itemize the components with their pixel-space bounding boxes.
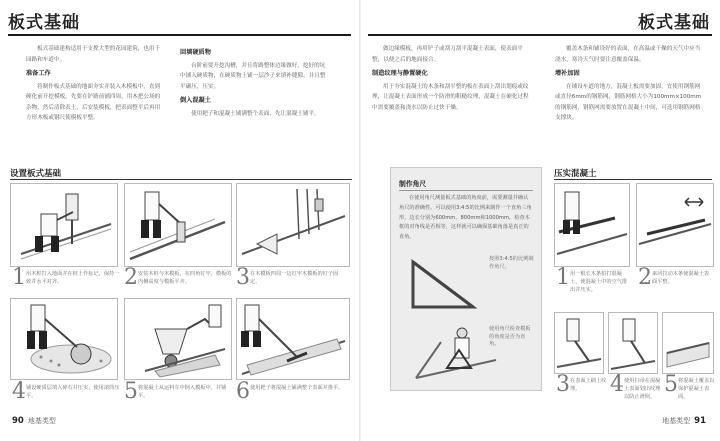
- illustration-step-5: [124, 298, 232, 380]
- step-2: [124, 265, 234, 299]
- left-page-number: 90: [12, 416, 24, 426]
- illustration-step-3: [236, 183, 350, 267]
- left-folio-text: 地基类型: [27, 417, 56, 425]
- step-4-text: 铺设硬质层填入碎石并压实，使用滚筒压平。: [26, 385, 120, 399]
- page-gutter: [359, 0, 361, 441]
- sidebar-caption-2: 使用角尺检查模板的角度是否为直角。: [489, 326, 531, 347]
- compact-step-1-number: 1: [556, 265, 570, 290]
- left-col1-paragraph-0: 板式基础建构适用于支撑大型的花园建筑，也用于园路和车道中。: [26, 46, 161, 63]
- right-page-title: 板式基础: [638, 13, 710, 33]
- illustration-step-4: [10, 298, 118, 380]
- illustration-compact-2: [636, 183, 714, 267]
- sidebar-caption-1: 按照3:4:5的比例制作角尺。: [489, 256, 534, 270]
- left-folio: [8, 416, 56, 426]
- right-column-1: [372, 44, 532, 116]
- sidebar-rule: [399, 190, 533, 191]
- square-diagram: [403, 252, 493, 312]
- compact-step-4-number: 4: [610, 372, 624, 397]
- right-title-rule: [368, 34, 712, 36]
- right-col1-paragraph-0: 做边缘模板，再用铲子或刮刀刮平混凝土表面，使表面平整，以便之后的地面接合。: [372, 46, 523, 63]
- illustration-compact-4: [608, 312, 658, 374]
- illustration-compact-5: [662, 312, 714, 374]
- left-col2-paragraph-3: 使用耙子和混凝土铺满整个表面，先让混凝土铺平。: [191, 110, 320, 117]
- illustration-step-2: [124, 183, 232, 267]
- compact-step-2: [638, 265, 716, 299]
- step-3: [236, 265, 346, 299]
- step-4-number: 4: [12, 379, 26, 404]
- left-section-rule: [10, 179, 352, 180]
- step-5-number: 5: [124, 379, 138, 404]
- compact-step-2-number: 2: [638, 265, 652, 290]
- square-usage-illustration: [411, 320, 501, 384]
- compact-step-4-text: 使用扫帚在混凝土表面划出纹理以防止滑倒。: [624, 378, 661, 400]
- step-5-text: 将混凝土从运料车中倒入模板中，并铺平。: [138, 385, 227, 399]
- left-col2-heading-0: 回填硬质物: [180, 49, 211, 56]
- left-title-rule: [8, 34, 351, 36]
- right-col2-heading-1: 增补加固: [555, 70, 580, 77]
- step-6-number: 6: [236, 379, 250, 404]
- compact-step-4: [610, 372, 662, 406]
- step-2-number: 2: [124, 265, 138, 290]
- left-col2-paragraph-1: 台阶前要开挖沟槽，并且将路整体边缘做好，挖好的坑中铺入硬质物，在硬质物上铺一层沙子来填补缝隙，并且整平碾压，压实。: [180, 62, 326, 90]
- right-col2-paragraph-0: 覆盖木条和铺设好的表面，在高温或干燥的天气中应当浇水，寒冷天气时要注意覆盖保温。: [555, 46, 701, 63]
- compact-step-1-text: 用一根长木条拍打混凝土，使混凝土中的空气排出并压实。: [570, 271, 628, 293]
- compact-step-5-number: 5: [664, 372, 678, 397]
- left-page-title: 板式基础: [8, 13, 80, 33]
- step-4: [12, 379, 122, 413]
- right-page-number: 91: [694, 416, 706, 426]
- sidebar-title: 制作角尺: [399, 180, 427, 188]
- step-3-number: 3: [236, 265, 250, 290]
- compact-step-1: [556, 265, 634, 299]
- step-1-number: 1: [12, 265, 26, 290]
- left-col1-heading-1: 准备工作: [26, 70, 51, 77]
- sidebar-text: 在使用角尺测量板式基础的角度前，需要测量并确认角尺的准确性。可以使用3:4:5的比例来制作一个直角三角形，边长分别为600mm、800mm和1000mm，检查木框的对角线是否相等，这样就可以确保基础角落是真正的直角。: [399, 195, 532, 241]
- step-1-text: 用木桩打入地面并在桩上作标记，保持一致并水平对齐。: [26, 271, 120, 285]
- compact-step-3: [556, 372, 608, 406]
- step-3-text: 在木模板四周一边钉牢木模板的钉子固定。: [250, 271, 339, 285]
- illustration-compact-1: [554, 183, 630, 267]
- step-6-text: 使用耙子将混凝土铺满整个表面并推平。: [250, 385, 344, 391]
- sidebar-box: [390, 167, 542, 391]
- right-folio: [662, 416, 710, 426]
- right-folio-text: 地基类型: [662, 417, 691, 425]
- compact-step-5-text: 将混凝土覆盖以保护混凝土表面。: [678, 378, 715, 400]
- right-col2-paragraph-2: 在铺设车道的地方，混凝土板需要加固，宜使用钢筋网或直径6mm的钢筋网，钢筋网格大小为100mm×100mm的钢筋网，钢筋网需要放置在混凝土中间，可选用钢筋网格支撑块。: [555, 83, 702, 121]
- left-col1-paragraph-2: 将制作板式基础的地面夯实并装入木模板中，直到硬化前开挖模板，先要在铲路前铺四周，用木把公场的杂物，然后清除表土，后安装模板，把表面整平后再用方形木板或钢尺使模板平整。: [26, 83, 161, 121]
- left-column-1: [26, 44, 164, 127]
- compact-step-2-text: 来回拉动木条使混凝土表面平整。: [652, 271, 710, 285]
- left-col2-heading-2: 倒入混凝土: [180, 97, 211, 104]
- step-5: [124, 379, 234, 413]
- illustration-step-6: [236, 298, 350, 380]
- left-section-heading: 设置板式基础: [10, 169, 62, 179]
- compact-step-3-number: 3: [556, 372, 570, 397]
- illustration-step-1: [10, 183, 118, 267]
- right-section-rule: [554, 179, 712, 180]
- step-1: [12, 265, 122, 299]
- right-section-heading: 压实混凝土: [554, 169, 597, 179]
- left-column-2: [180, 44, 330, 122]
- compact-step-3-text: 在表面上刷上纹理。: [570, 378, 607, 392]
- step-6: [236, 379, 346, 413]
- right-col1-heading-1: 制造纹理与静置硬化: [372, 70, 428, 77]
- right-col1-paragraph-2: 用于夯实混凝土的木条和刮平整的板在表面上刮出划痕或纹理，让混凝土表面形成一个防滑的粗糙纹理，混凝土在硬化过程中需要覆盖和浇水以防止过快干燥。: [372, 83, 529, 111]
- right-column-2: [555, 44, 705, 127]
- step-2-text: 安装木桩与木模板，在四角钉牢，模板的内侧高度与模板平齐。: [138, 271, 232, 285]
- illustration-compact-3: [554, 312, 604, 374]
- compact-step-5: [664, 372, 716, 406]
